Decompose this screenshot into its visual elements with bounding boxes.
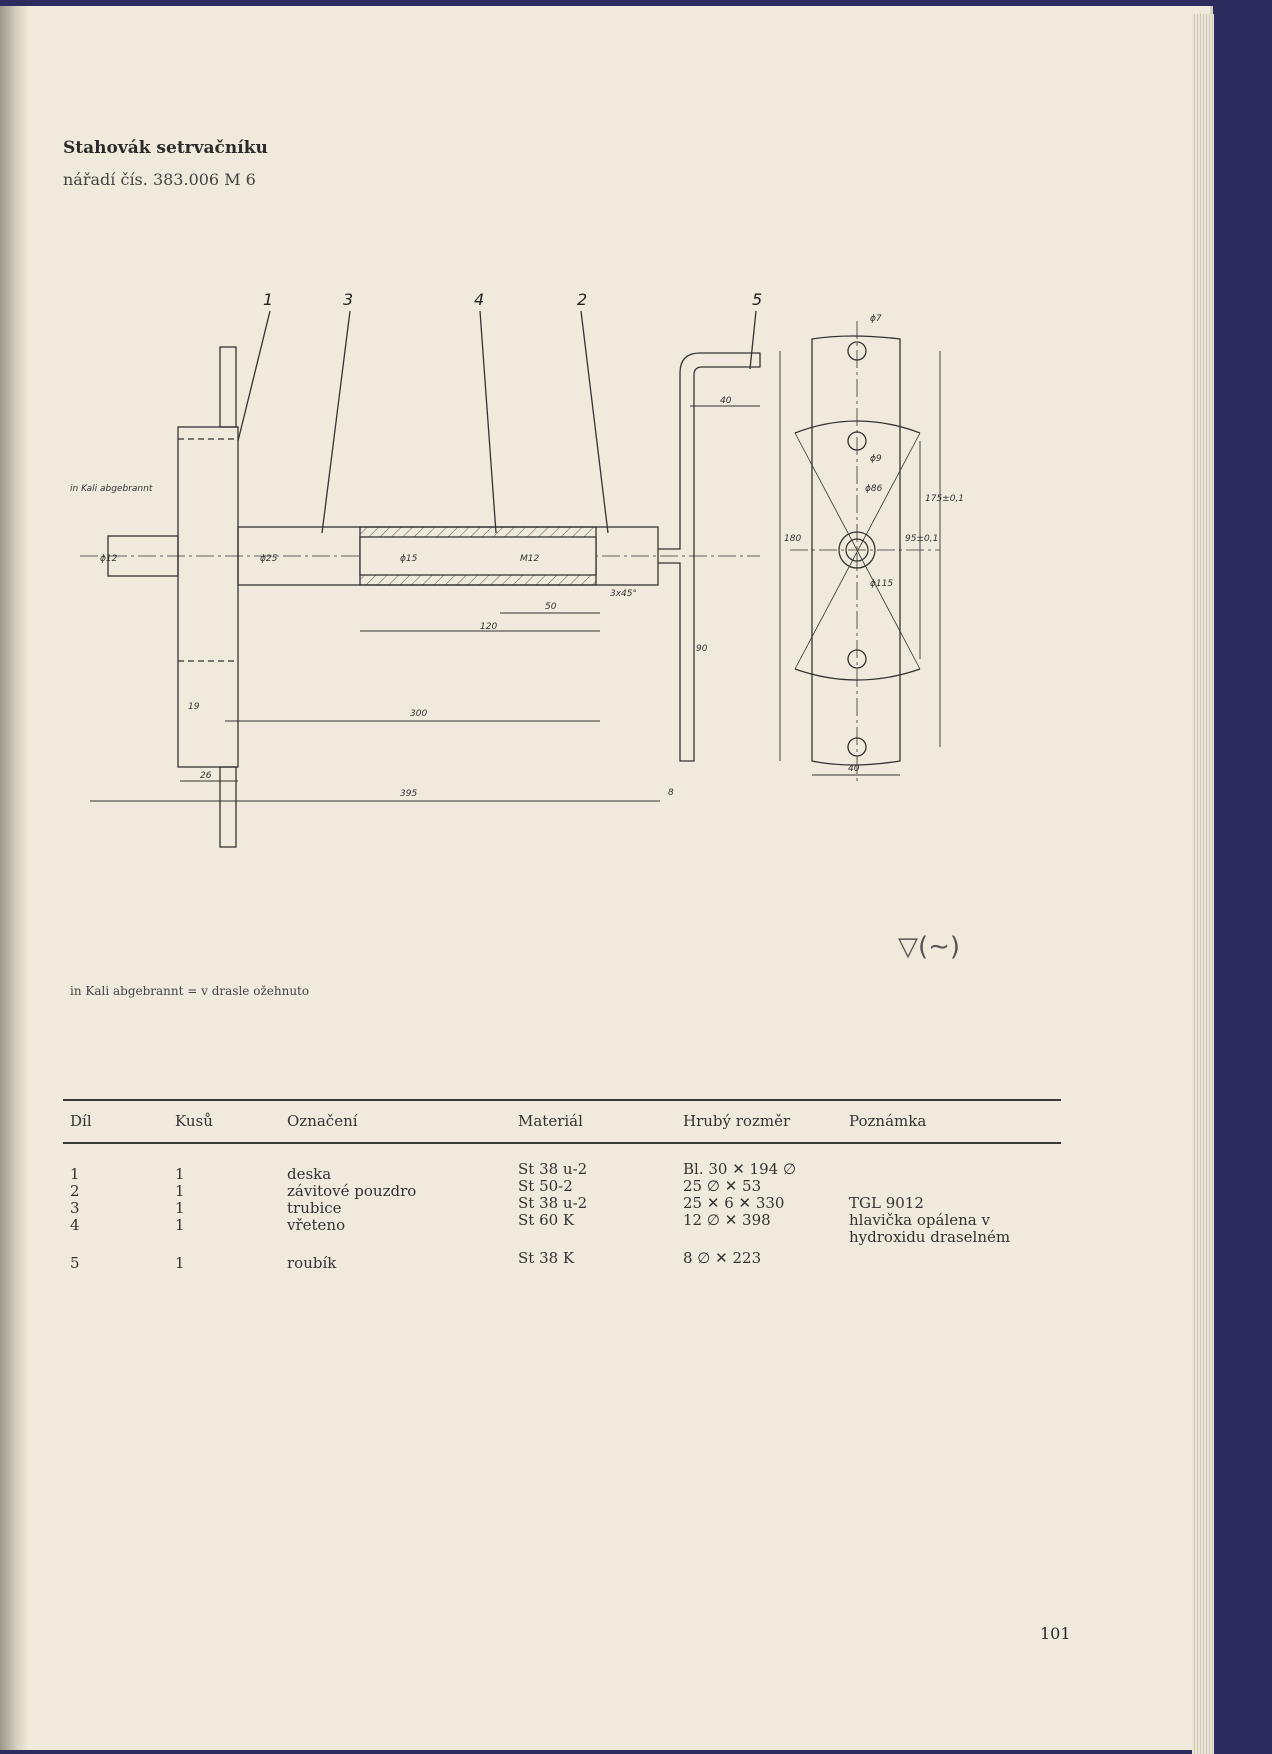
header-kusu: Kusů [175,1112,213,1130]
page-title: Stahovák setrvačníku [63,138,268,158]
row-3-oznaceni: trubice [287,1199,342,1217]
row-1-oznaceni: deska [287,1165,332,1183]
dim-3x45: 3x45° [610,589,638,599]
book-page [0,6,1213,1750]
page-edges [1192,14,1214,1754]
header-material: Materiál [518,1112,583,1130]
dim-26: 26 [200,771,212,781]
tool-number: nářadí čís. 383.006 M 6 [63,170,256,189]
dim-phi9: ϕ9 [870,454,882,464]
row-3-poznamka: TGL 9012 [849,1194,924,1212]
part-label-1: 1 [263,291,274,309]
row-4-kusu: 1 [175,1216,185,1234]
row-5-kusu: 1 [175,1254,185,1272]
row-1-dil: 1 [70,1165,80,1183]
dim-phi12: ϕ12 [100,554,118,564]
row-2-oznaceni: závitové pouzdro [287,1182,417,1200]
dim-8: 8 [668,788,674,798]
dim-95: 95±0,1 [905,534,939,544]
row-4-material: St 60 K [518,1211,575,1229]
dim-phi15: ϕ15 [400,554,418,564]
dim-m12: M12 [520,554,540,564]
dim-19: 19 [188,702,200,712]
technical-drawing [60,291,1060,941]
dim-50: 50 [545,602,557,612]
row-4-dil: 4 [70,1216,80,1234]
row-2-dil: 2 [70,1182,80,1200]
header-poznamka: Poznámka [849,1112,927,1130]
row-3-rozmer: 25 ✕ 6 ✕ 330 [683,1194,785,1212]
row-5-oznaceni: roubík [287,1254,337,1272]
dim-175: 175±0,1 [925,494,965,504]
part-label-5: 5 [752,291,763,309]
dim-phi7: ϕ7 [870,314,882,324]
row-4-poznamka: hlavička opálena v hydroxidu draselném [849,1211,1011,1246]
table-rule-header [63,1142,1061,1144]
drawing-annotation: in Kali abgebrannt [70,484,153,494]
row-1-rozmer: Bl. 30 ✕ 194 ∅ [683,1160,797,1178]
header-oznaceni: Označení [287,1112,358,1130]
dim-phi25: ϕ25 [260,554,278,564]
part-label-3: 3 [343,291,354,309]
drawing-caption: in Kali abgebrannt = v drasle ožehnuto [70,984,310,998]
row-4-rozmer: 12 ∅ ✕ 398 [683,1211,771,1229]
dim-180: 180 [784,534,802,544]
header-dil: Díl [70,1112,92,1130]
row-5-material: St 38 K [518,1249,575,1267]
surface-roughness-symbol: ▽(∼) [898,932,961,962]
dim-phi115: ϕ115 [870,579,894,589]
dim-40-plate: 40 [848,764,860,774]
dim-90: 90 [696,644,708,654]
row-3-material: St 38 u-2 [518,1194,588,1212]
dim-40-handle: 40 [720,396,732,406]
header-rozmer: Hrubý rozměr [683,1112,791,1130]
row-4-oznaceni: vřeteno [287,1216,346,1234]
row-2-rozmer: 25 ∅ ✕ 53 [683,1177,762,1195]
row-5-rozmer: 8 ∅ ✕ 223 [683,1249,762,1267]
dim-300: 300 [410,709,428,719]
table-rule-top [63,1099,1061,1101]
dim-395: 395 [400,789,418,799]
row-2-kusu: 1 [175,1182,185,1200]
dim-120: 120 [480,622,498,632]
page-number: 101 [1040,1624,1071,1643]
row-1-kusu: 1 [175,1165,185,1183]
row-5-dil: 5 [70,1254,80,1272]
row-3-kusu: 1 [175,1199,185,1217]
dim-phi86: ϕ86 [865,484,883,494]
part-label-4: 4 [474,291,485,309]
row-2-material: St 50-2 [518,1177,573,1195]
part-label-2: 2 [577,291,588,309]
row-1-material: St 38 u-2 [518,1160,588,1178]
row-3-dil: 3 [70,1199,80,1217]
